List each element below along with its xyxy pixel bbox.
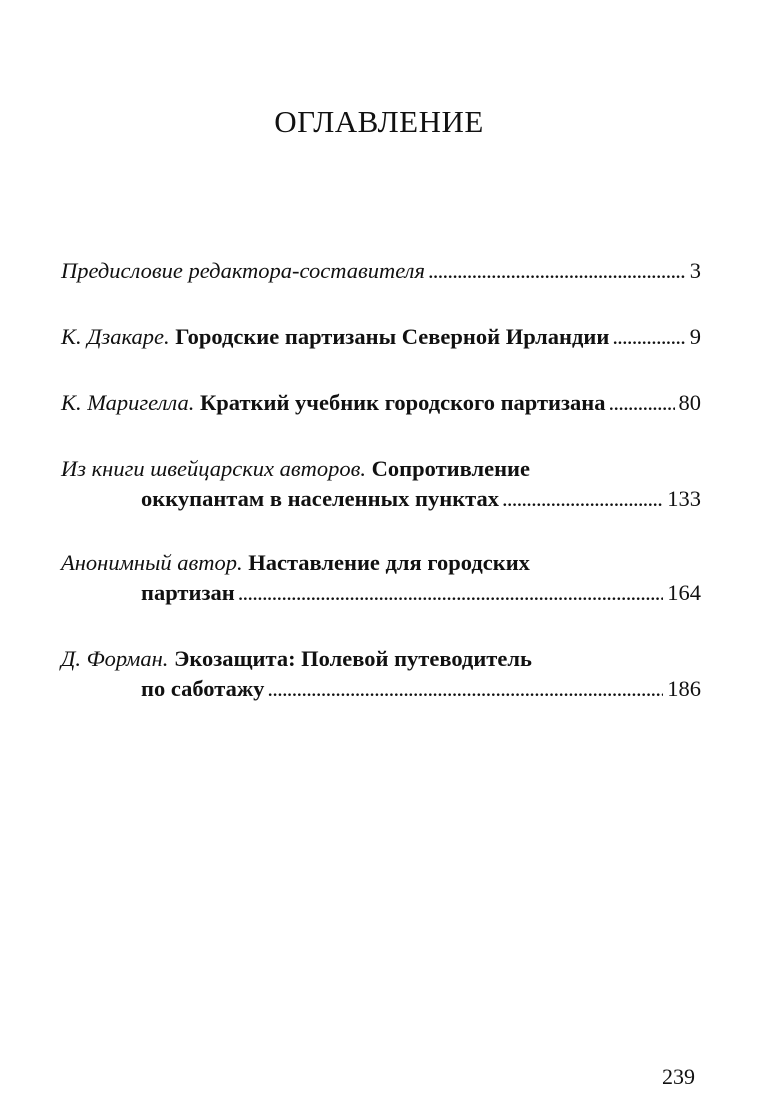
entry-author: Из книги швейцарских авторов.	[61, 456, 367, 481]
toc-line	[61, 484, 701, 514]
entry-title: Городские партизаны Северной Ирландии	[175, 324, 610, 349]
entry-page-number: 3	[689, 258, 701, 283]
entry-title-line-1: Наставление для городских	[248, 550, 530, 575]
toc-line	[61, 548, 701, 578]
toc-line	[61, 644, 701, 674]
entry-author: Анонимный автор.	[61, 550, 243, 575]
toc-line	[61, 674, 701, 704]
toc-entry-anonymous	[61, 548, 701, 608]
entry-page-number: 80	[678, 390, 701, 415]
entry-title-line-2: партизан	[141, 580, 235, 605]
entry-title-line-1: Сопротивление	[371, 456, 530, 481]
dot-leader	[267, 674, 663, 704]
toc-entry-dzakare	[61, 322, 701, 352]
dot-leader	[238, 578, 664, 608]
entry-author: Д. Форман.	[61, 646, 169, 671]
entry-title-line-2: по саботажу	[141, 676, 265, 701]
toc-entry-preface	[61, 256, 701, 286]
entry-page-number: 133	[667, 486, 701, 511]
dot-leader	[612, 322, 685, 352]
entry-author: К. Маригелла.	[61, 390, 195, 415]
dot-leader	[428, 256, 686, 286]
entry-author: К. Дзакаре.	[61, 324, 170, 349]
entry-page-number: 164	[667, 580, 701, 605]
dot-leader	[609, 388, 675, 418]
toc-line	[61, 388, 701, 418]
entry-title-line-2: оккупантам в населенных пунктах	[141, 486, 500, 511]
toc-line	[61, 256, 701, 286]
entry-title: Краткий учебник городского партизана	[199, 390, 606, 415]
entry-page-number: 186	[667, 676, 701, 701]
toc-entry-foreman	[61, 644, 701, 704]
page-title: ОГЛАВЛЕНИЕ	[274, 104, 484, 139]
entry-title: Предисловие редактора-составителя	[61, 258, 425, 283]
toc-entry-swiss-authors	[61, 454, 701, 514]
entry-title-line-1: Экозащита: Полевой путеводитель	[174, 646, 532, 671]
toc-line	[61, 454, 701, 484]
entry-page-number: 9	[689, 324, 701, 349]
toc-line	[61, 322, 701, 352]
page-number: 239	[662, 1064, 695, 1089]
toc-line	[61, 578, 701, 608]
toc-entry-marighella	[61, 388, 701, 418]
dot-leader	[502, 484, 663, 514]
